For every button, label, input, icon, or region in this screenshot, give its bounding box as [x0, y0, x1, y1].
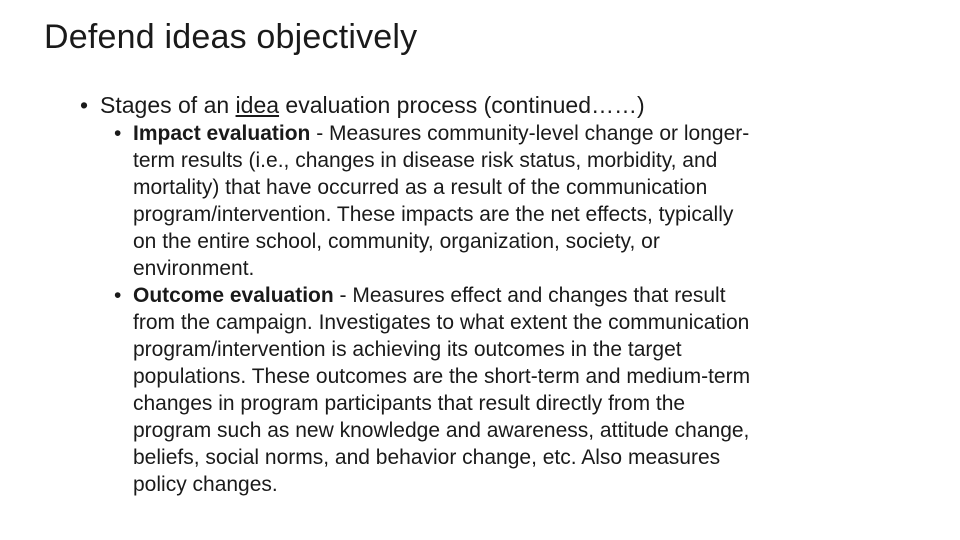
bullet-outcome-evaluation — [114, 282, 903, 498]
stages-text-underlined: idea — [235, 92, 280, 118]
text-line-7: beliefs, social norms, and behavior change, etc. Also measures — [133, 446, 721, 469]
text-line-3: mortality) that have occurred as a result of the communication — [133, 176, 708, 199]
bullet-icon: • — [114, 284, 122, 307]
stages-text-suffix: evaluation process (continued……) — [279, 92, 645, 118]
text-line-1: - Measures effect and changes that result — [333, 284, 726, 307]
text-line — [133, 120, 903, 147]
term-impact-evaluation: Impact evaluation — [133, 122, 311, 145]
bullet-icon: • — [114, 122, 122, 145]
slide-title: Defend ideas objectively — [44, 18, 418, 56]
bullet-icon: • — [80, 92, 89, 118]
text-line-1: - Measures community-level change or longer- — [310, 122, 750, 145]
text-line-5: on the entire school, community, organization, society, or — [133, 230, 660, 253]
text-line — [133, 282, 903, 309]
bullet-impact-evaluation — [114, 120, 903, 282]
bullet-stages — [72, 90, 912, 120]
text-line-6: program such as new knowledge and awareness, attitude change, — [133, 419, 750, 442]
text-line-8: policy changes. — [133, 473, 278, 496]
slide-content — [72, 90, 912, 498]
text-line-3: program/intervention is achieving its outcomes in the target — [133, 338, 682, 361]
text-line-6: environment. — [133, 257, 255, 280]
text-line-4: populations. These outcomes are the short-term and medium-term — [133, 365, 751, 388]
text-line-4: program/intervention. These impacts are the net effects, typically — [133, 203, 734, 226]
text-line-2: term results (i.e., changes in disease risk status, morbidity, and — [133, 149, 718, 172]
text-line-5: changes in program participants that result directly from the — [133, 392, 686, 415]
sub-bullet-list — [114, 120, 912, 498]
term-outcome-evaluation: Outcome evaluation — [133, 284, 334, 307]
stages-text-prefix: Stages of an — [100, 92, 236, 118]
text-line-2: from the campaign. Investigates to what extent the communication — [133, 311, 750, 334]
